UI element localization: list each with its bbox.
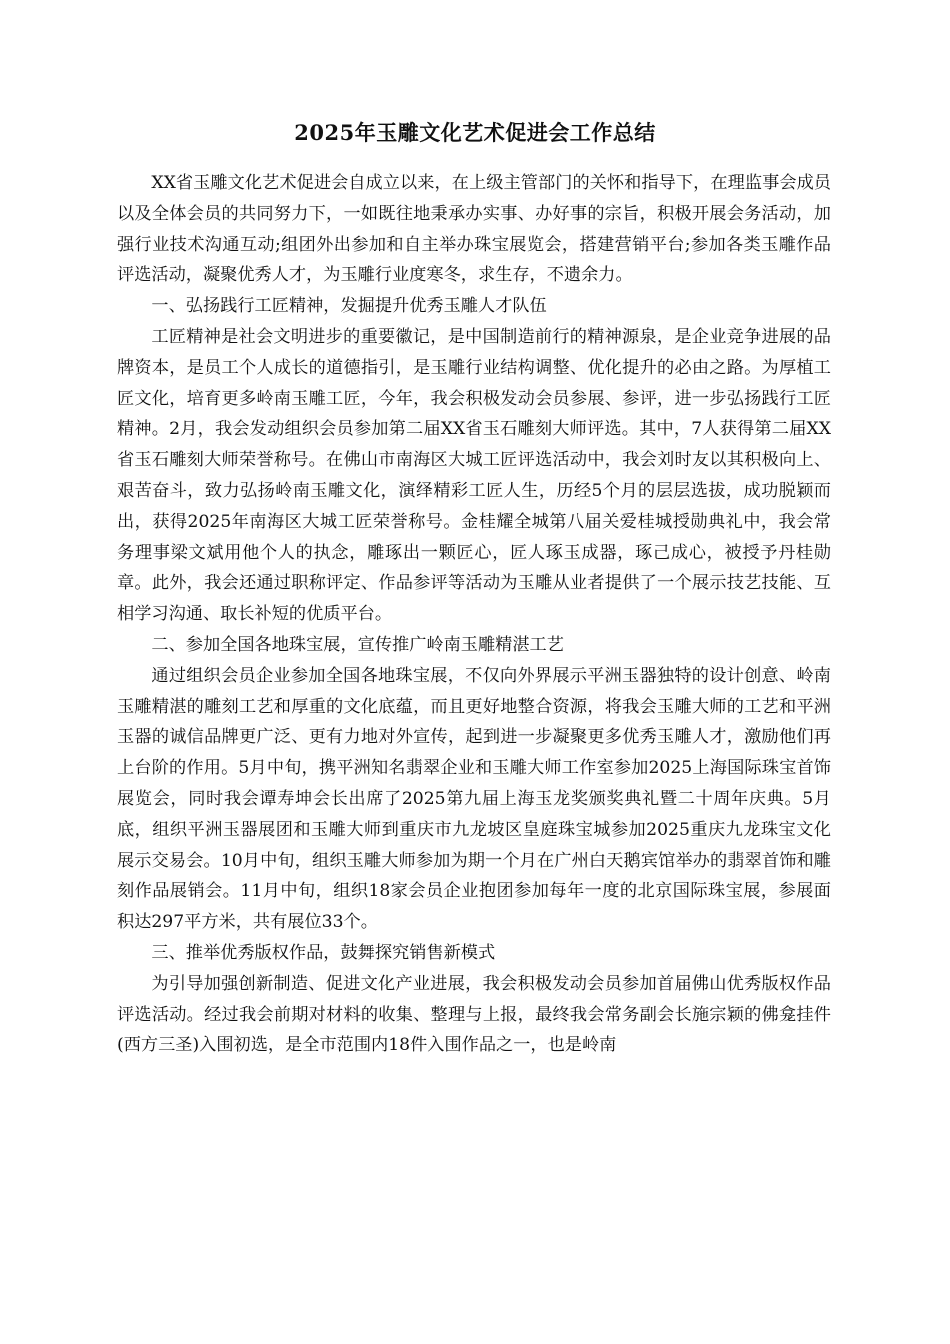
section-heading-3: 三、推举优秀版权作品，鼓舞探究销售新模式 (151, 942, 496, 963)
paragraph-section-3: 为引导加强创新制造、促进文化产业进展，我会积极发动会员参加首届佛山优秀版权作品评选活动。经过我会前期对材料的收集、整理与上报，最终我会常务副会长施宗颖的佛龛挂件(西方三圣)入围初选，是全市范围内18件入围作品之一，也是岭南 (117, 973, 831, 1056)
paragraph-section-1: 工匠精神是社会文明进步的重要徽记，是中国制造前行的精神源泉，是企业竞争进展的品牌资本，是员工个人成长的道德指引，是玉雕行业结构调整、优化提升的必由之路。为厚植工匠文化，培育更多岭南玉雕工匠，今年，我会积极发动会员参展、参评，进一步弘扬践行工匠精神。2月，我会发动组织会员参加第二届XX省玉石雕刻大师评选。其中，7人获得第二届XX省玉石雕刻大师荣誉称号。在佛山市南海区大城工匠评选活动中，我会刘时友以其积极向上、艰苦奋斗，致力弘扬岭南玉雕文化，演绎精彩工匠人生，历经5个月的层层选拔，成功脱颖而出，获得2025年南海区大城工匠荣誉称号。金桂耀全城第八届关爱桂城授勋典礼中，我会常务理事梁文斌用他个人的执念，雕琢出一颗匠心，匠人琢玉成器，琢己成心，被授予丹桂勋章。此外，我会还通过职称评定、作品参评等活动为玉雕从业者提供了一个展示技艺技能、互相学习沟通、取长补短的优质平台。 (117, 326, 831, 625)
paragraph-section-2: 通过组织会员企业参加全国各地珠宝展，不仅向外界展示平洲玉器独特的设计创意、岭南玉雕精湛的雕刻工艺和厚重的文化底蕴，而且更好地整合资源，将我会玉雕大师的工艺和平洲玉器的诚信品牌更广泛、更有力地对外宣传，起到进一步凝聚更多优秀玉雕人才，激励他们再上台阶的作用。5月中旬，携平洲知名翡翠企业和玉雕大师工作室参加2025上海国际珠宝首饰展览会，同时我会谭寿坤会长出席了2025第九届上海玉龙奖颁奖典礼暨二十周年庆典。5月底，组织平洲玉器展团和玉雕大师到重庆市九龙坡区皇庭珠宝城参加2025重庆九龙珠宝文化展示交易会。10月中旬，组织玉雕大师参加为期一个月在广州白天鹅宾馆举办的翡翠首饰和雕刻作品展销会。11月中旬，组织18家会员企业抱团参加每年一度的北京国际珠宝展，参展面积达297平方米，共有展位33个。 (117, 665, 831, 933)
section-heading-2: 二、参加全国各地珠宝展，宣传推广岭南玉雕精湛工艺 (151, 634, 564, 655)
document-body (117, 168, 831, 1061)
document-title: 2025年玉雕文化艺术促进会工作总结 (294, 120, 656, 145)
section-heading-1: 一、弘扬践行工匠精神，发掘提升优秀玉雕人才队伍 (151, 296, 547, 317)
paragraph-intro: XX省玉雕文化艺术促进会自成立以来，在上级主管部门的关怀和指导下，在理监事会成员以及全体会员的共同努力下，一如既往地秉承办实事、办好事的宗旨，积极开展会务活动，加强行业技术沟通互动;组团外出参加和自主举办珠宝展览会，搭建营销平台;参加各类玉雕作品评选活动，凝聚优秀人才，为玉雕行业度寒冬，求生存，不遗余力。 (117, 173, 831, 286)
